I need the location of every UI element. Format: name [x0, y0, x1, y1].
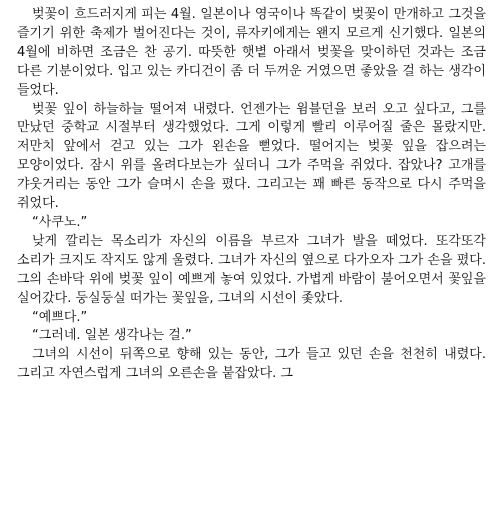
dialogue-line: “사쿠노.”	[32, 214, 88, 230]
dialogue-line: “그러네. 일본 생각나는 걸.”	[32, 328, 192, 344]
paragraph: 그녀의 시선이 뒤쪽으로 향해 있는 동안, 그가 들고 있던 손을 천천히 내렸다. 그리고 자연스럽게 그녀의 오른손을 붙잡았다. 그	[17, 347, 486, 382]
paragraph: 벚꽃이 흐드러지게 피는 4월. 일본이나 영국이나 똑같이 벚꽃이 만개하고 그것을 즐기기 위한 축제가 벌어진다는 것이, 류자키에게는 왠지 모르게 신기했다. 일본의 4월에 비하면 조금은 찬 공기. 따뜻한 햇볕 아래서 벚꽃을 맞이하던 것과는 조금 다른 기분이었다. 입고 있는 카디건이 좀 더 두꺼운 거였으면 좋았을 걸 하는 생각이 들었다.	[17, 7, 486, 98]
dialogue-line: “예쁘다.”	[32, 309, 88, 325]
paragraph: 벚꽃 잎이 하늘하늘 떨어져 내렸다. 언젠가는 윔블던을 보러 오고 싶다고, 그를 만났던 중학교 시절부터 생각했었다. 그게 이렇게 빨리 이루어질 줄은 몰랐지만. 저만치 앞에서 걷고 있는 그가 왼손을 뻗었다. 떨어지는 벚꽃 잎을 잡으려는 모양이었다. 잠시 위를 올려다보는가 싶더니 그가 주먹을 쥐었다. 잡았나? 고개를 갸웃거리는 동안 그가 슬며시 손을 폈다. 그리고는 꽤 빠른 동작으로 다시 주먹을 쥐었다.	[17, 101, 486, 212]
paragraph: 낮게 깔리는 목소리가 자신의 이름을 부르자 그녀가 발을 떼었다. 또각또각 소리가 크지도 작지도 않게 울렸다. 그녀가 자신의 옆으로 다가오자 그가 손을 폈다. 그의 손바닥 위에 벚꽃 잎이 예쁘게 놓여 있었다. 가볍게 바람이 불어오면서 꽃잎을 실어갔다. 둥실둥실 떠가는 꽃잎을, 그녀의 시선이 좇았다.	[17, 233, 486, 306]
